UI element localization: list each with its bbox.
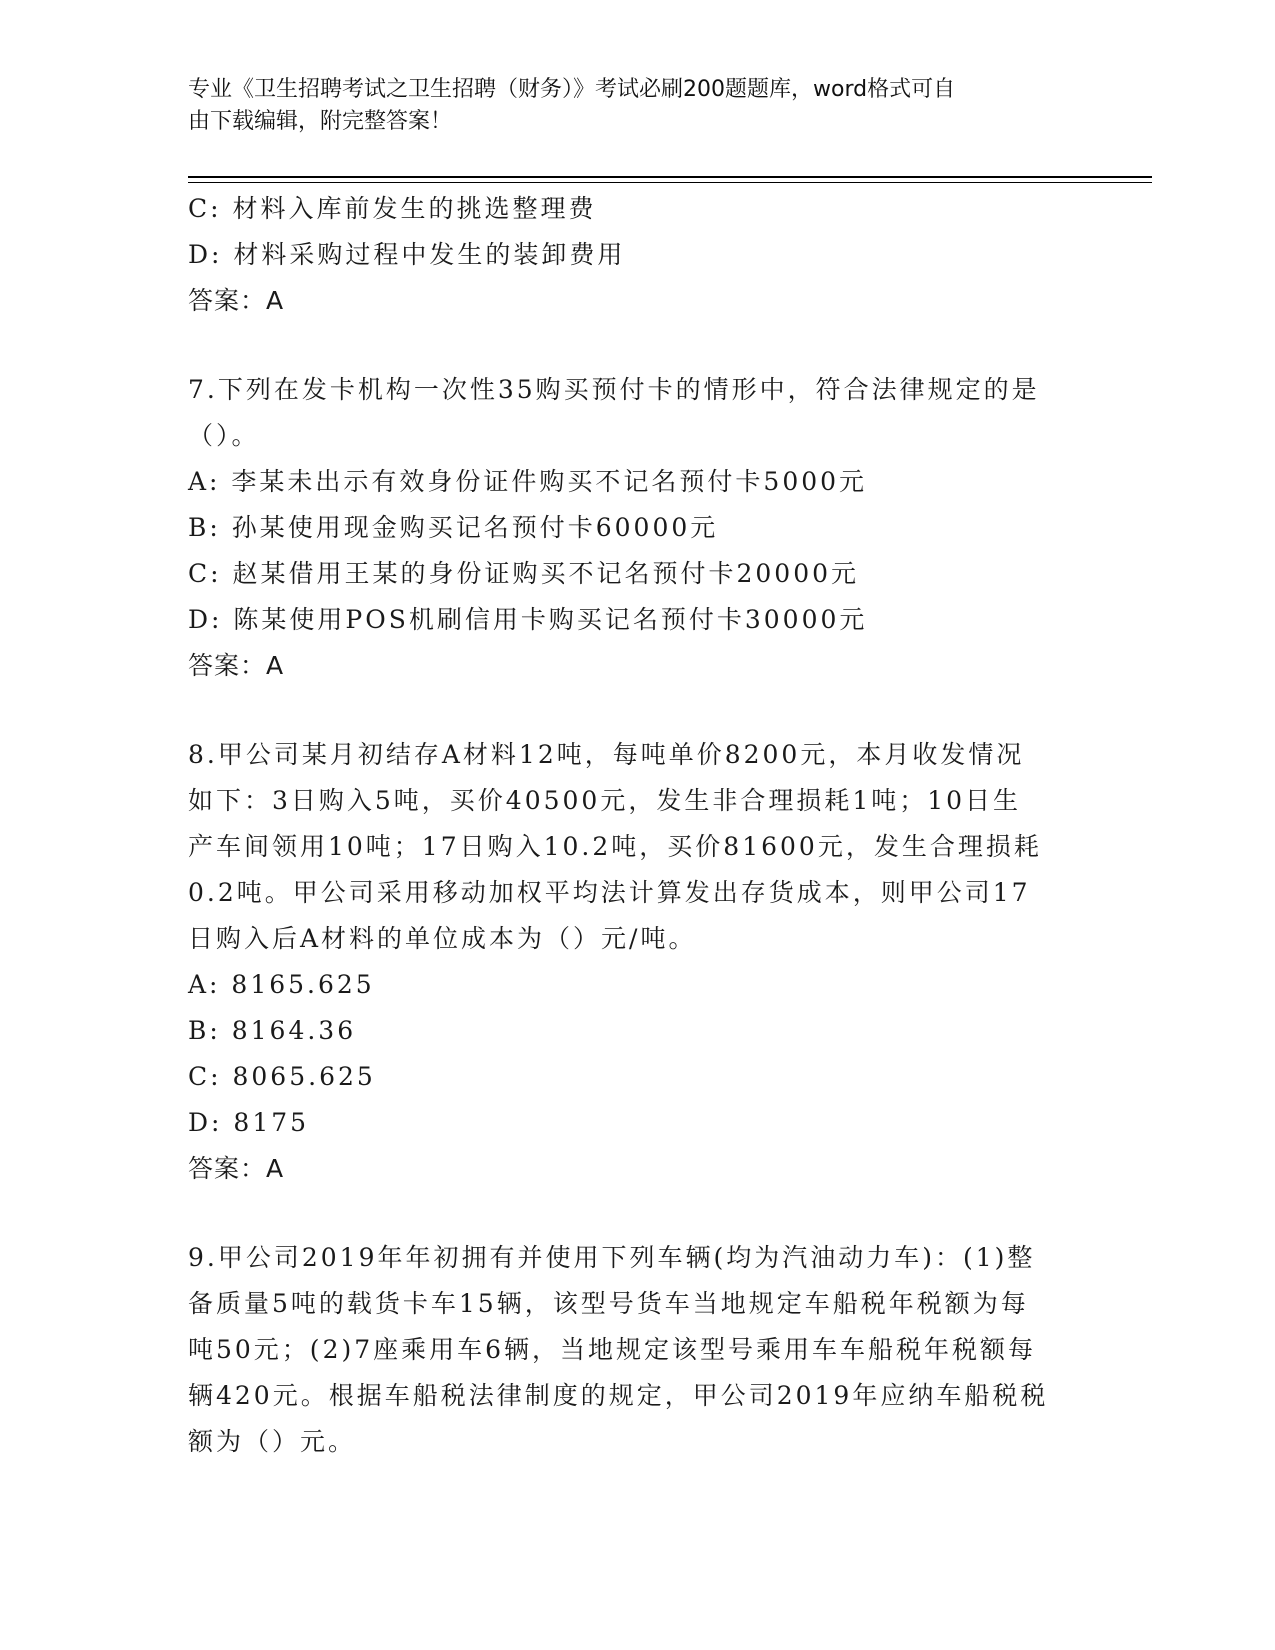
document-header (188, 74, 1068, 138)
question-stem-line: （）。 (188, 421, 260, 450)
question-stem-line: 辆420元。根据车船税法律制度的规定，甲公司2019年应纳车船税税 (188, 1381, 1049, 1410)
option-b: B: 8164.36 (188, 1016, 357, 1045)
question-stem-line: 日购入后A材料的单位成本为（）元/吨。 (188, 924, 697, 953)
question-spacer (188, 324, 1088, 367)
option-d: D: 材料采购过程中发生的装卸费用 (188, 240, 626, 269)
question-spacer (188, 689, 1088, 732)
question-stem-line: 8.甲公司某月初结存A材料12吨，每吨单价8200元，本月收发情况 (188, 740, 1025, 769)
question-7 (188, 367, 1088, 689)
answer-label: 答案：A (188, 651, 285, 680)
option-c: C: 赵某借用王某的身份证购买不记名预付卡20000元 (188, 559, 860, 588)
question-stem-line: 吨50元；(2)7座乘用车6辆，当地规定该型号乘用车车船税年税额每 (188, 1335, 1037, 1364)
question-body (188, 186, 1088, 1465)
option-d: D: 8175 (188, 1108, 310, 1137)
option-c: C: 8065.625 (188, 1062, 376, 1091)
question-9 (188, 1235, 1088, 1465)
option-a: A: 李某未出示有效身份证件购买不记名预付卡5000元 (188, 467, 868, 496)
question-stem-line: 额为（）元。 (188, 1427, 357, 1456)
option-a: A: 8165.625 (188, 970, 375, 999)
question-stem-line: 如下：3日购入5吨，买价40500元，发生非合理损耗1吨；10日生 (188, 786, 1022, 815)
question-6-continued (188, 186, 1088, 324)
question-stem-line: 0.2吨。甲公司采用移动加权平均法计算发出存货成本，则甲公司17 (188, 878, 1031, 907)
question-stem-line: 7.下列在发卡机构一次性35购买预付卡的情形中，符合法律规定的是 (188, 375, 1040, 404)
question-spacer (188, 1192, 1088, 1235)
question-8 (188, 732, 1088, 1192)
question-stem-line: 备质量5吨的载货卡车15辆，该型号货车当地规定车船税年税额为每 (188, 1289, 1029, 1318)
header-divider-thick (188, 176, 1152, 178)
header-divider-thin (188, 182, 1152, 183)
header-title-line-1: 专业《卫生招聘考试之卫生招聘（财务）》考试必刷200题题库，word格式可自 (188, 77, 956, 102)
header-title-line-2: 由下载编辑，附完整答案！ (188, 109, 453, 134)
question-stem-line: 产车间领用10吨；17日购入10.2吨，买价81600元，发生合理损耗 (188, 832, 1042, 861)
answer-label: 答案：A (188, 1154, 285, 1183)
question-stem-line: 9.甲公司2019年年初拥有并使用下列车辆(均为汽油动力车)：(1)整 (188, 1243, 1036, 1272)
answer-label: 答案：A (188, 286, 285, 315)
option-c: C: 材料入库前发生的挑选整理费 (188, 194, 597, 223)
option-b: B: 孙某使用现金购买记名预付卡60000元 (188, 513, 719, 542)
option-d: D: 陈某使用POS机刷信用卡购买记名预付卡30000元 (188, 605, 868, 634)
